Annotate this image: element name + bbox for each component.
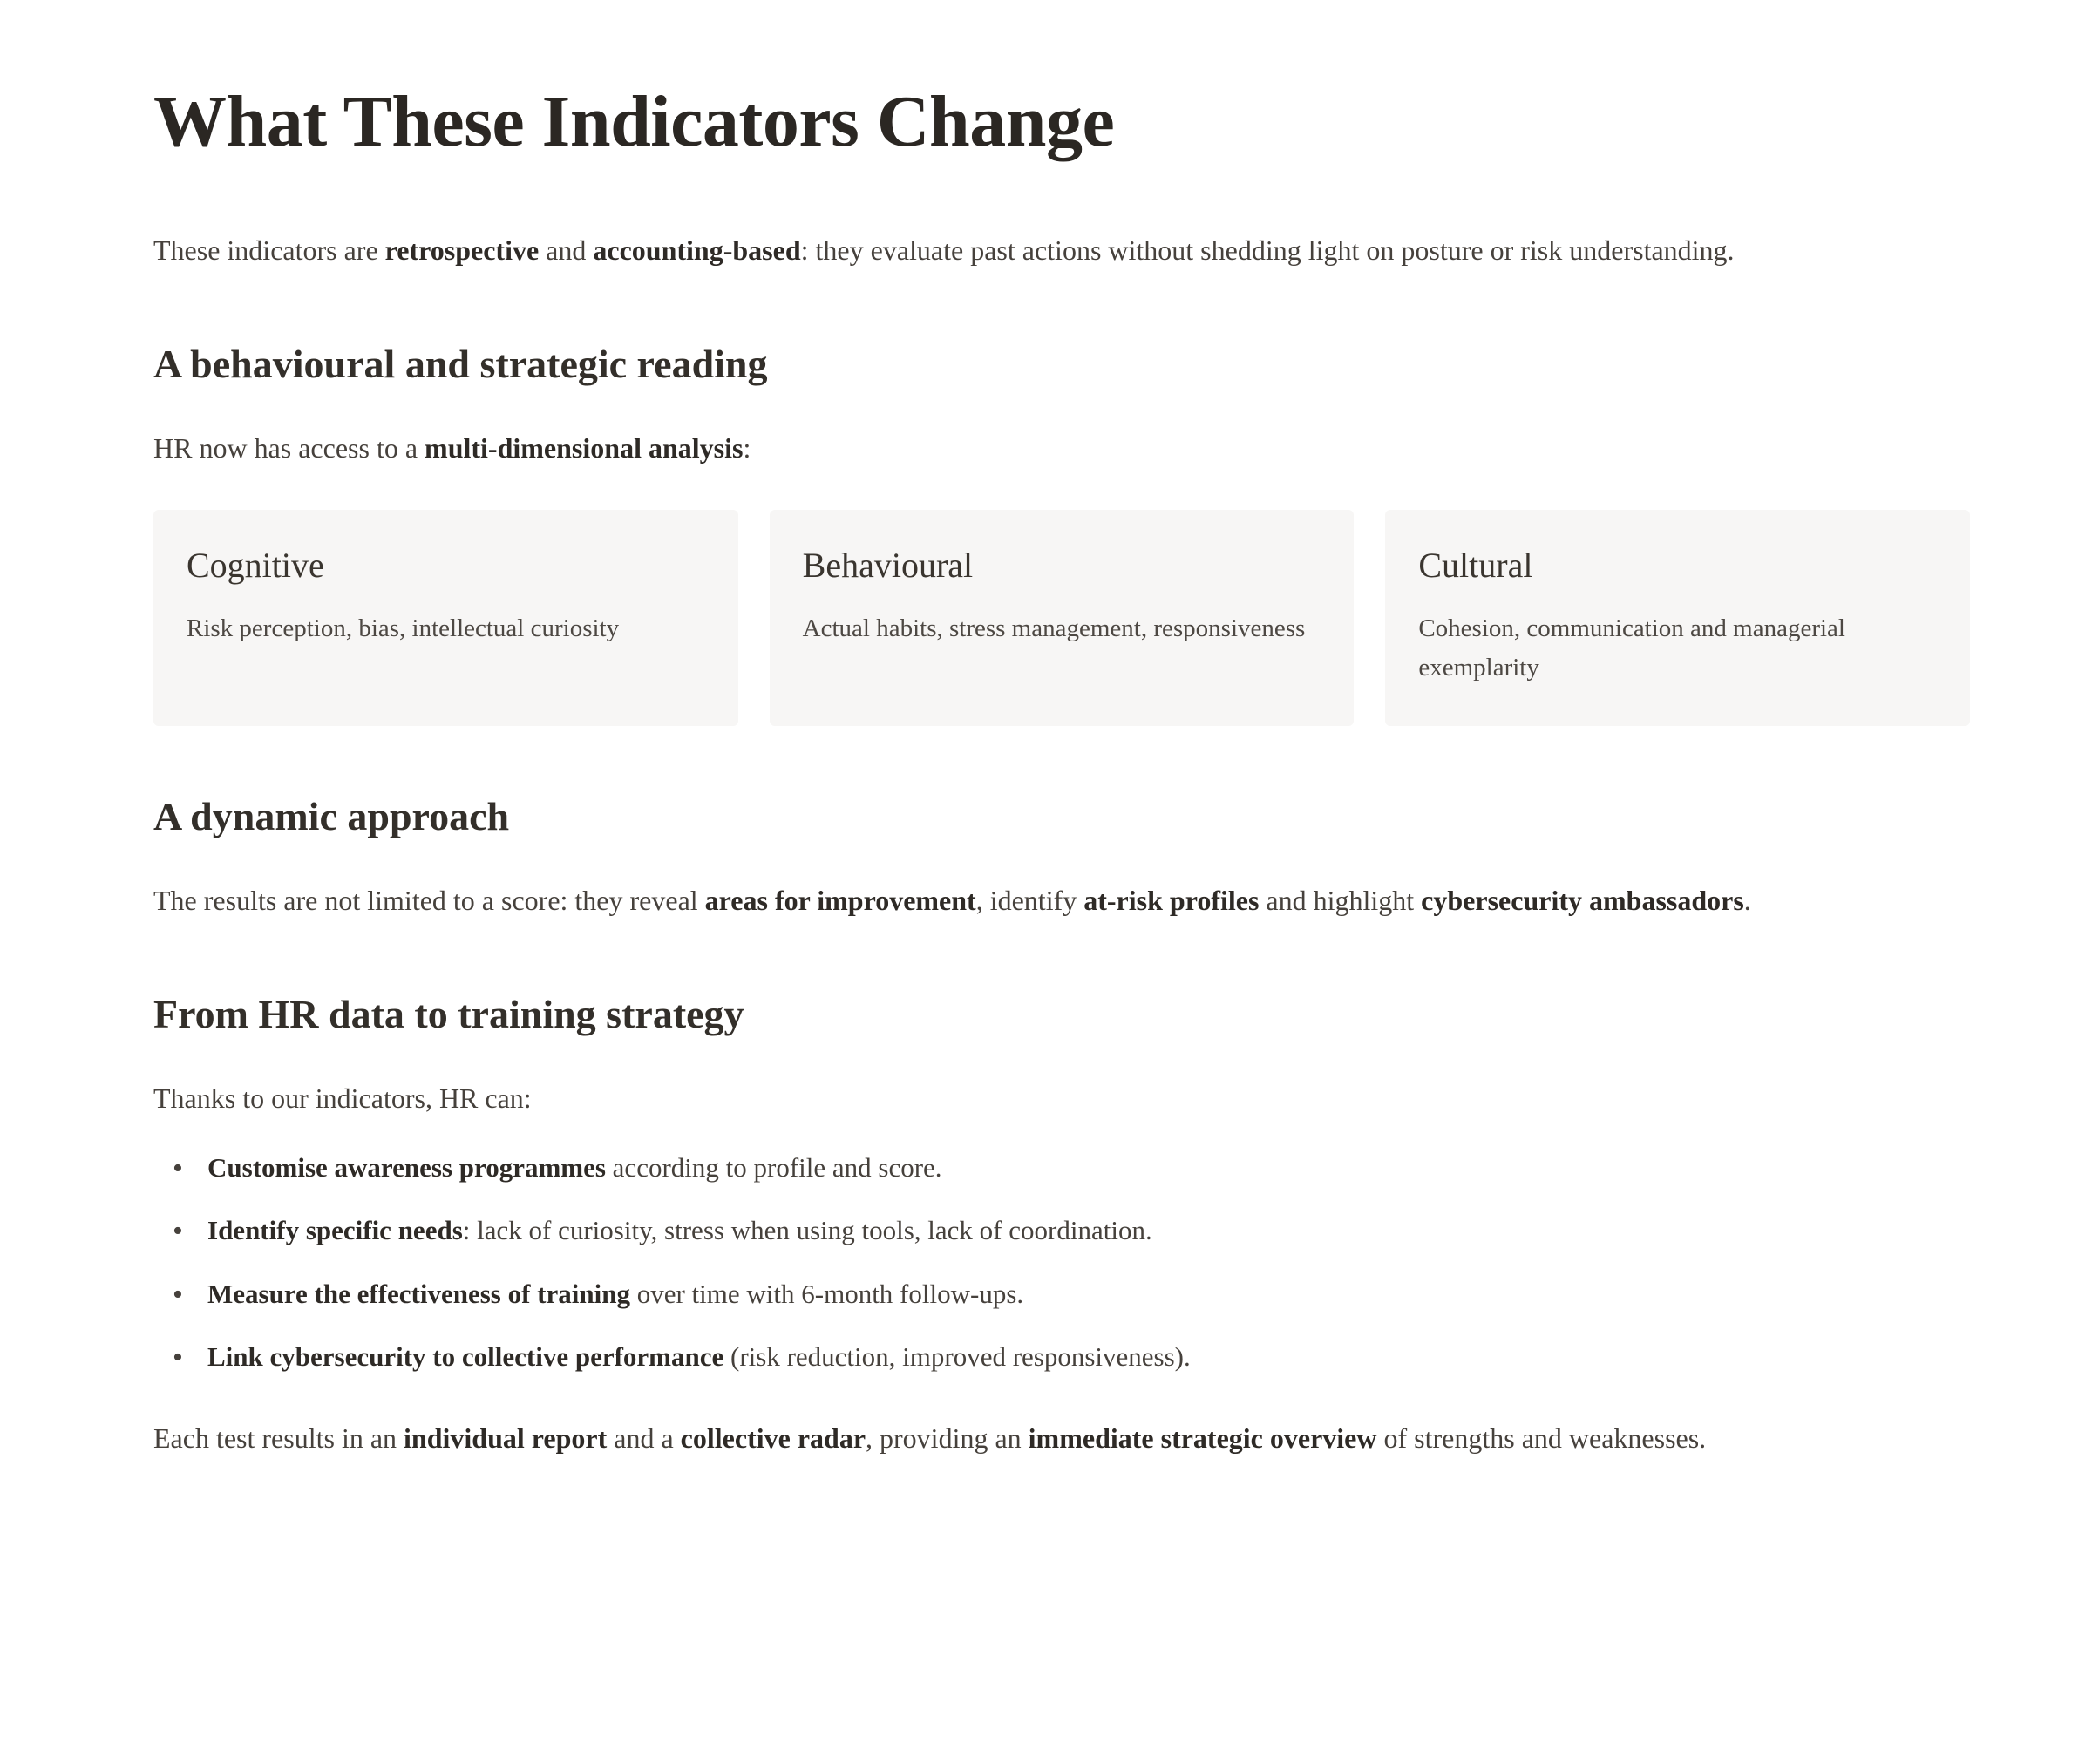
closing-bold-immediate-strategic-overview: immediate strategic overview (1028, 1421, 1377, 1454)
dynamic-bold-areas-for-improvement: areas for improvement (704, 885, 976, 917)
multi-dimensional-lead (153, 426, 1970, 472)
list-item (153, 1211, 1970, 1252)
list-item-rest: over time with 6-month follow-ups. (629, 1278, 1024, 1309)
card-title: Cognitive (187, 546, 324, 586)
list-item (153, 1274, 1970, 1315)
closing-paragraph (153, 1416, 1970, 1462)
dynamic-approach-paragraph (153, 879, 1970, 924)
intro-text-suffix: : they evaluate past actions without shedding light on posture or risk understanding. (800, 234, 1735, 267)
section-heading-behavioural-strategic-reading: A behavioural and strategic reading (153, 342, 768, 387)
list-item-rest: according to profile and score. (605, 1151, 942, 1183)
dynamic-text-1: The results are not limited to a score: they reveal (153, 885, 705, 917)
lead-text-suffix: : (743, 432, 751, 465)
dimension-card-cultural (1385, 510, 1970, 726)
section-heading-hr-data-training-strategy: From HR data to training strategy (153, 991, 744, 1036)
list-item-rest: : lack of curiosity, stress when using tools, lack of coordination. (462, 1215, 1152, 1246)
list-item-bold: Customise awareness programmes (207, 1151, 606, 1183)
dimension-card-cognitive (153, 510, 738, 726)
dimension-card-group (153, 510, 1970, 726)
list-item-bold: Identify specific needs (207, 1215, 463, 1246)
card-body: Cohesion, communication and managerial exemplarity (1418, 614, 1845, 682)
card-body: Risk perception, bias, intellectual curiosity (187, 614, 620, 643)
card-body: Actual habits, stress management, responsiveness (802, 614, 1306, 643)
list-item-rest: (risk reduction, improved responsiveness). (723, 1341, 1191, 1373)
closing-text-4: of strengths and weaknesses. (1376, 1421, 1707, 1454)
page-title: What These Indicators Change (153, 81, 1115, 162)
list-item-bold: Link cybersecurity to collective performance (207, 1341, 724, 1373)
dimension-card-behavioural (770, 510, 1355, 726)
closing-text-2: and a (607, 1421, 681, 1454)
list-item (153, 1148, 1970, 1189)
section-heading-dynamic-approach: A dynamic approach (153, 793, 510, 838)
intro-text-mid: and (539, 234, 594, 267)
intro-paragraph (153, 228, 1970, 274)
lead-bold-multi-dimensional-analysis: multi-dimensional analysis (425, 432, 744, 465)
lead-text-prefix: HR now has access to a (153, 432, 425, 465)
hr-can-lead: Thanks to our indicators, HR can: (153, 1082, 532, 1115)
dynamic-bold-at-risk-profiles: at-risk profiles (1083, 885, 1260, 917)
closing-bold-individual-report: individual report (404, 1421, 608, 1454)
list-item (153, 1337, 1970, 1378)
list-item-bold: Measure the effectiveness of training (207, 1278, 630, 1309)
dynamic-text-2: , identify (975, 885, 1084, 917)
dynamic-bold-cybersecurity-ambassadors: cybersecurity ambassadors (1421, 885, 1744, 917)
closing-bold-collective-radar: collective radar (680, 1421, 866, 1454)
intro-bold-accounting-based: accounting-based (593, 234, 801, 267)
dynamic-text-4: . (1743, 885, 1751, 917)
closing-text-1: Each test results in an (153, 1421, 404, 1454)
intro-bold-retrospective: retrospective (384, 234, 540, 267)
closing-text-3: , providing an (866, 1421, 1029, 1454)
intro-text-prefix: These indicators are (153, 234, 385, 267)
hr-capability-list (153, 1148, 1970, 1378)
card-title: Cultural (1418, 546, 1533, 586)
dynamic-text-3: and highlight (1259, 885, 1422, 917)
card-title: Behavioural (802, 546, 974, 586)
